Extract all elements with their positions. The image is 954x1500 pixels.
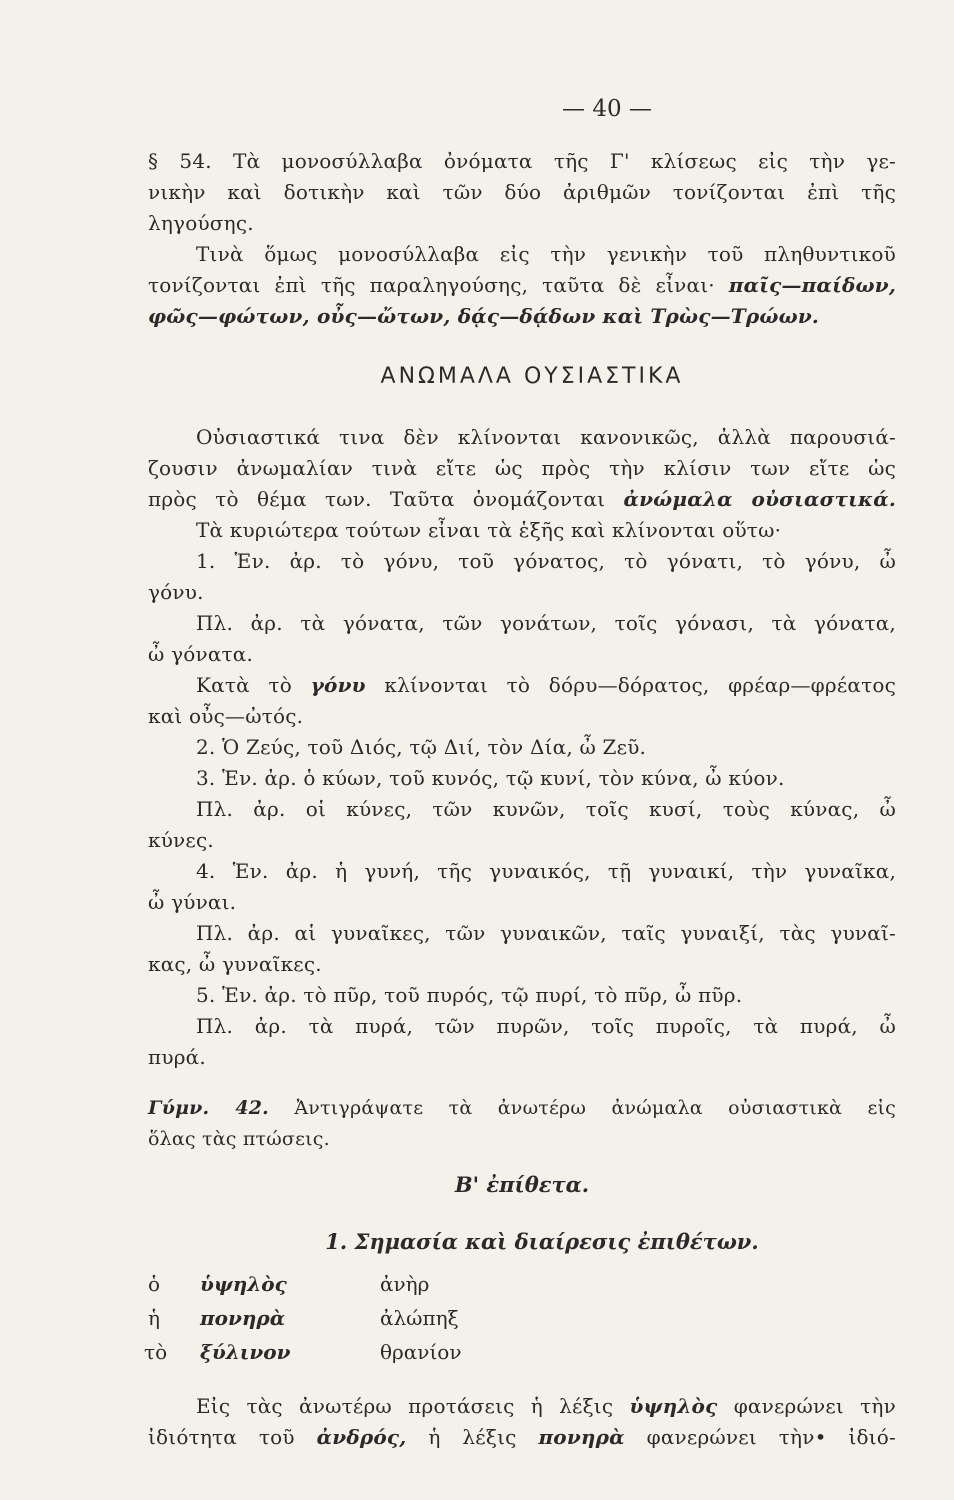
- emphasis-text: ὑψηλὸς: [629, 1394, 718, 1418]
- example-adjective: πονηρὰ: [200, 1306, 286, 1330]
- line-text: 5. Ἑν. ἀρ. τὸ πῦρ, τοῦ πυρός, τῷ πυρί, τὸ πῦρ, ὦ πῦρ.: [196, 983, 743, 1007]
- line-text: 4. Ἑν. ἀρ. ἡ γυνή, τῆς γυναικός, τῇ γυναικί, τὴν γυναῖκα,: [196, 859, 896, 883]
- example-noun: ἀλώπηξ: [380, 1306, 459, 1330]
- text-line: [148, 794, 896, 825]
- text-line: [148, 453, 896, 484]
- line-text: ὅλας τὰς πτώσεις.: [148, 1128, 330, 1150]
- text-line: [148, 701, 896, 732]
- line-text: Κατὰ τὸ: [196, 673, 311, 697]
- text-line: [148, 732, 896, 763]
- example-adjective: ὑψηλὸς: [200, 1272, 287, 1296]
- example-article: ἡ: [148, 1306, 160, 1330]
- emphasis-text: πονηρὰ: [538, 1425, 625, 1449]
- text-line: [148, 177, 896, 208]
- exercise-42: [148, 1093, 896, 1155]
- text-line: [148, 301, 896, 332]
- line-text: Οὐσιαστικά τινα δὲν κλίνονται κανονικῶς, ἀλλὰ παρουσιά-: [196, 425, 896, 449]
- line-text: γόνυ.: [148, 580, 204, 604]
- text-line: [148, 949, 896, 980]
- text-line: [148, 239, 896, 270]
- emphasis-text: γόνυ: [310, 673, 366, 697]
- text-line: [148, 546, 896, 577]
- line-text: 1. Ἑν. ἀρ. τὸ γόνυ, τοῦ γόνατος, τὸ γόνατι, τὸ γόνυ, ὦ: [196, 549, 896, 573]
- text-line: [148, 515, 896, 546]
- text-line: [148, 1093, 896, 1124]
- text-line: [148, 1422, 896, 1453]
- line-text: κας, ὦ γυναῖκες.: [148, 952, 322, 976]
- line-text: Πλ. ἀρ. αἱ γυναῖκες, τῶν γυναικῶν, ταῖς γυναιξί, τὰς γυναῖ-: [196, 921, 896, 945]
- line-text: 3. Ἑν. ἀρ. ὁ κύων, τοῦ κυνός, τῷ κυνί, τὸν κύνα, ὦ κύον.: [196, 766, 785, 790]
- line-text: κύνες.: [148, 828, 214, 852]
- text-line: [148, 887, 896, 918]
- text-line: [148, 608, 896, 639]
- section-1-title: 1. Σημασία καὶ διαίρεσις ἐπιθέτων.: [325, 1229, 759, 1254]
- line-text: ἰδιότητα τοῦ: [148, 1425, 317, 1449]
- line-text: φανερώνει τὴν• ἰδιό-: [624, 1425, 897, 1449]
- text-line: [148, 577, 896, 608]
- emphasis-text: φῶς—φώτων, οὖς—ὤτων, δᾴς—δᾴδων καὶ Τρὼς—Τρώων.: [148, 304, 820, 328]
- spacer: [148, 1073, 896, 1093]
- line-text: § 54. Τὰ μονοσύλλαβα ὀνόματα τῆς Γ' κλίσεως εἰς τὴν γε-: [148, 149, 896, 173]
- line-text: φανερώνει τὴν: [717, 1394, 896, 1418]
- closing-paragraph: [148, 1391, 896, 1453]
- line-text: πυρά.: [148, 1045, 206, 1069]
- example-adjective: ξύλινον: [200, 1340, 291, 1364]
- line-text: πρὸς τὸ θέμα των. Ταῦτα ὀνομάζονται: [148, 487, 624, 511]
- section-heading: ΑΝΩΜΑΛΑ ΟΥΣΙΑΣΤΙΚΑ: [380, 364, 684, 389]
- line-text: καὶ οὖς—ὠτός.: [148, 704, 304, 728]
- line-text: Πλ. ἀρ. οἱ κύνες, τῶν κυνῶν, τοῖς κυσί, τοὺς κύνας, ὦ: [196, 797, 896, 821]
- line-text: ἡ λέξις: [406, 1425, 539, 1449]
- emphasis-text: ἀνώμαλα οὐσιαστικά.: [623, 487, 896, 511]
- text-line: [148, 856, 896, 887]
- line-text: Πλ. ἀρ. τὰ γόνατα, τῶν γονάτων, τοῖς γόνασι, τὰ γόνατα,: [196, 611, 896, 635]
- example-article: τὸ: [144, 1340, 168, 1364]
- examples-table: [144, 1269, 896, 1373]
- line-text: 2. Ὁ Ζεύς, τοῦ Διός, τῷ Διί, τὸν Δία, ὦ Ζεῦ.: [196, 735, 647, 759]
- text-line: [148, 484, 896, 515]
- text-line: [148, 763, 896, 794]
- text-line: [148, 980, 896, 1011]
- example-noun: θρανίον: [380, 1340, 462, 1364]
- line-text: ζουσιν ἀνωμαλίαν τινὰ εἴτε ὡς πρὸς τὴν κλίσιν των εἴτε ὡς: [148, 456, 896, 480]
- line-text: τονίζονται ἐπὶ τῆς παραληγούσης, ταῦτα δὲ εἶναι·: [148, 273, 729, 297]
- book-page: [144, 95, 897, 1453]
- text-line: [148, 270, 896, 301]
- text-line: [148, 825, 896, 856]
- text-line: [148, 1391, 896, 1422]
- line-text: Τινὰ ὅμως μονοσύλλαβα εἰς τὴν γενικὴν τοῦ πληθυντικοῦ: [196, 242, 896, 266]
- text-line: [148, 639, 896, 670]
- text-line: [148, 1011, 896, 1042]
- text-line: [148, 208, 896, 239]
- text-line: [148, 1042, 896, 1073]
- emphasis-text: ἀνδρός,: [316, 1425, 407, 1449]
- paragraph-54: [148, 146, 896, 332]
- line-text: Εἰς τὰς ἀνωτέρω προτάσεις ἡ λέξις: [196, 1394, 630, 1418]
- line-text: Ἀντιγράψατε τὰ ἀνωτέρω ἀνώμαλα οὐσιαστικὰ εἰς: [269, 1097, 896, 1119]
- text-line: [148, 670, 896, 701]
- line-text: ὦ γύναι.: [148, 890, 237, 914]
- text-line: [148, 422, 896, 453]
- text-line: [148, 146, 896, 177]
- text-line: [148, 1124, 896, 1155]
- line-text: Τὰ κυριώτερα τούτων εἶναι τὰ ἑξῆς καὶ κλίνονται οὕτω·: [196, 518, 782, 542]
- example-noun: ἀνὴρ: [380, 1272, 430, 1296]
- emphasis-text: παῖς—παίδων,: [728, 273, 896, 297]
- section-b-title: Β' ἐπίθετα.: [454, 1172, 590, 1197]
- exercise-label: Γύμν. 42.: [148, 1097, 269, 1119]
- text-line: [148, 918, 896, 949]
- line-text: ὦ γόνατα.: [148, 642, 254, 666]
- line-text: ληγούσης.: [148, 211, 254, 235]
- page-number: — 40 —: [562, 96, 652, 122]
- example-article: ὁ: [148, 1272, 161, 1296]
- anomala-section: [148, 422, 896, 1073]
- line-text: κλίνονται τὸ δόρυ—δόρατος, φρέαρ—φρέατος: [365, 673, 896, 697]
- line-text: Πλ. ἀρ. τὰ πυρά, τῶν πυρῶν, τοῖς πυροῖς, τὰ πυρά, ὦ: [196, 1014, 896, 1038]
- line-text: νικὴν καὶ δοτικὴν καὶ τῶν δύο ἀριθμῶν τονίζονται ἐπὶ τῆς: [148, 180, 896, 204]
